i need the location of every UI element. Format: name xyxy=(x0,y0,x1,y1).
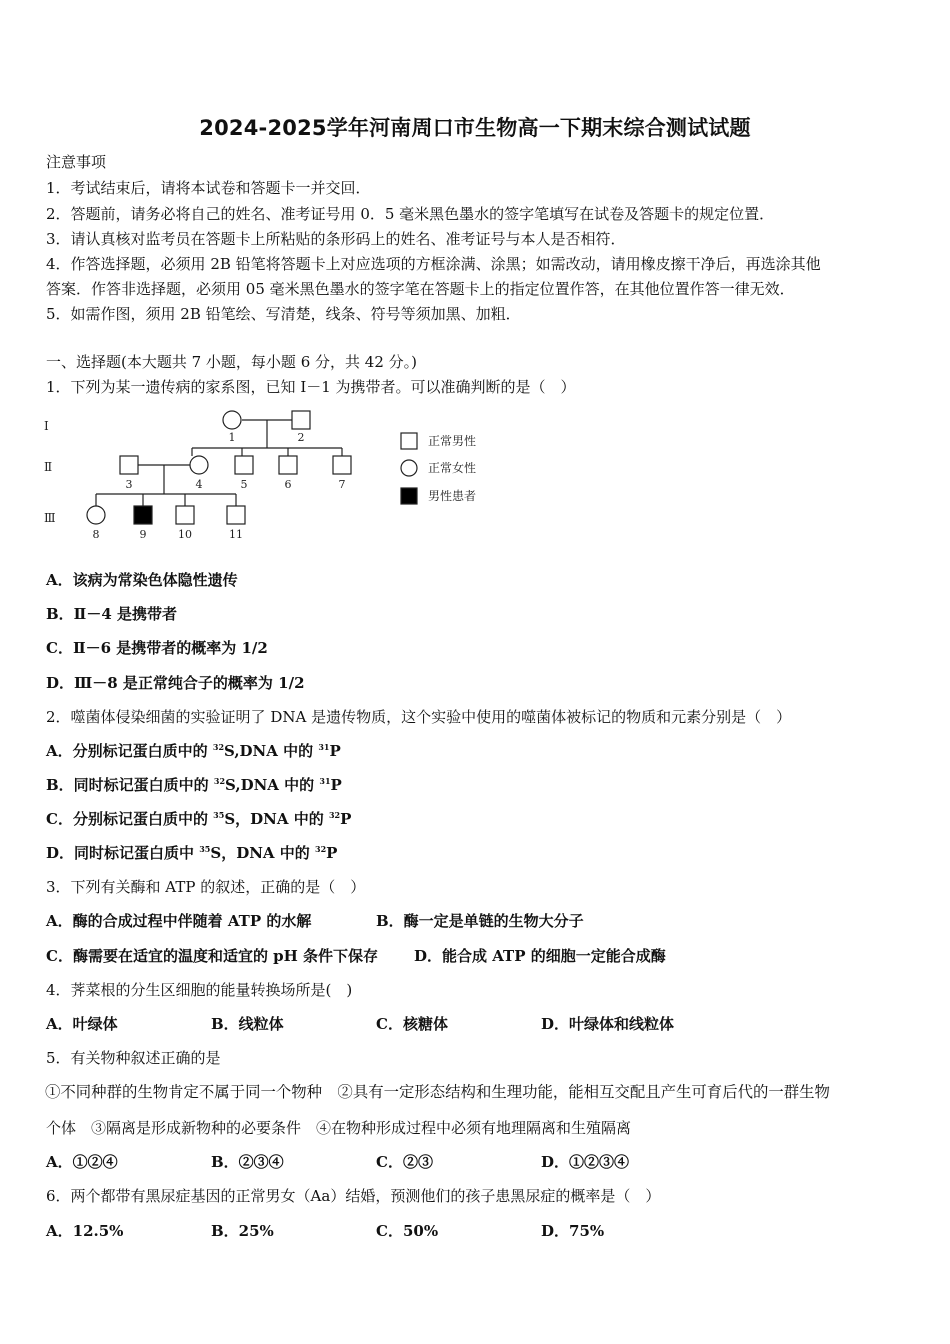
id-10: 10 xyxy=(178,528,192,541)
q1-stem: 1．下列为某一遗传病的家系图，已知 I－1 为携带者。可以准确判断的是（ ） xyxy=(46,378,576,396)
q5-statements-line1: ①不同种群的生物肯定不属于同一个物种 ②具有一定形态结构和生理功能，能相互交配且产生可育后代的一群生物 xyxy=(45,1083,830,1101)
legend-female-label: 正常女性 xyxy=(428,461,477,475)
q1-option-d: D．Ⅲ－8 是正常纯合子的概率为 1/2 xyxy=(46,674,305,692)
q3-option-d: D．能合成 ATP 的细胞一定能合成酶 xyxy=(414,947,666,965)
notes-heading: 注意事项 xyxy=(46,153,107,171)
q4-stem: 4．荠菜根的分生区细胞的能量转换场所是( ) xyxy=(46,981,353,999)
individual-I-2 xyxy=(292,411,310,429)
q4-option-d: D．叶绿体和线粒体 xyxy=(541,1015,675,1033)
individual-II-3 xyxy=(120,456,138,474)
q3-option-b: B．酶一定是单链的生物大分子 xyxy=(376,912,584,930)
q5-option-b: B．②③④ xyxy=(211,1153,284,1171)
q4-option-a: A．叶绿体 xyxy=(46,1015,118,1033)
individual-I-1 xyxy=(223,411,241,429)
section-heading: 一、选择题(本大题共 7 小题，每小题 6 分，共 42 分。) xyxy=(46,353,417,371)
individual-III-11 xyxy=(227,506,245,524)
legend-male-label: 正常男性 xyxy=(428,434,477,448)
note-item: 1．考试结束后，请将本试卷和答题卡一并交回． xyxy=(46,179,371,197)
q4-option-b: B．线粒体 xyxy=(211,1015,284,1033)
id-9: 9 xyxy=(139,528,147,541)
id-3: 3 xyxy=(125,478,133,491)
pedigree-chart xyxy=(40,402,490,544)
individual-III-9 xyxy=(134,506,152,524)
q2-option-a: A．分别标记蛋白质中的 $^{32}$S,DNA 中的 $^{31}$P xyxy=(46,742,341,760)
page-title: 2024-2025学年河南周口市生物高一下期末综合测试试题 xyxy=(199,116,751,140)
q4-option-c: C．核糖体 xyxy=(376,1015,448,1033)
q1-option-a: A．该病为常染色体隐性遗传 xyxy=(46,571,238,589)
id-1: 1 xyxy=(228,431,236,444)
q5-option-d: D．①②③④ xyxy=(541,1153,630,1171)
note-item: 4．作答选择题，必须用 2B 铅笔将答题卡上对应选项的方框涂满、涂黑；如需改动，请用橡皮擦干净后，再选涂其他 xyxy=(46,255,821,273)
q1-option-b: B．Ⅱ－4 是携带者 xyxy=(46,605,177,623)
individual-II-5 xyxy=(235,456,253,474)
legend-affected-symbol xyxy=(401,488,417,504)
q3-stem: 3．下列有关酶和 ATP 的叙述，正确的是（ ） xyxy=(46,878,366,896)
q2-option-c: C．分别标记蛋白质中的 $^{35}$S，DNA 中的 $^{32}$P xyxy=(46,810,352,828)
q2-option-b: B．同时标记蛋白质中的 $^{32}$S,DNA 中的 $^{31}$P xyxy=(46,776,342,794)
note-item: 2．答题前，请务必将自己的姓名、准考证号用 0．5 毫米黑色墨水的签字笔填写在试卷及答题卡的规定位置． xyxy=(46,205,775,223)
q6-option-b: B．25% xyxy=(211,1222,274,1240)
q1-option-c: C．Ⅱ－6 是携带者的概率为 1/2 xyxy=(46,639,268,657)
id-7: 7 xyxy=(338,478,346,491)
gen-label-I: Ⅰ xyxy=(44,419,49,433)
q5-option-a: A．①②④ xyxy=(46,1153,118,1171)
legend-affected-label: 男性患者 xyxy=(428,489,477,503)
individual-II-7 xyxy=(333,456,351,474)
q6-option-a: A．12.5% xyxy=(46,1222,124,1240)
individual-III-10 xyxy=(176,506,194,524)
legend-male-symbol xyxy=(401,433,417,449)
gen-label-III: Ⅲ xyxy=(44,511,56,525)
q5-option-c: C．②③ xyxy=(376,1153,433,1171)
id-2: 2 xyxy=(297,431,305,444)
id-4: 4 xyxy=(195,478,203,491)
q2-stem: 2．噬菌体侵染细菌的实验证明了 DNA 是遗传物质，这个实验中使用的噬菌体被标记的物质和元素分别是（ ） xyxy=(46,708,792,726)
q3-option-c: C．酶需要在适宜的温度和适宜的 pH 条件下保存 xyxy=(46,947,379,965)
id-8: 8 xyxy=(92,528,100,541)
id-6: 6 xyxy=(284,478,292,491)
id-5: 5 xyxy=(240,478,248,491)
note-item: 5．如需作图，须用 2B 铅笔绘、写清楚，线条、符号等须加黑、加粗． xyxy=(46,305,521,323)
q6-stem: 6．两个都带有黑尿症基因的正常男女（Aa）结婚，预测他们的孩子患黑尿症的概率是（ ） xyxy=(46,1187,661,1205)
individual-III-8 xyxy=(87,506,105,524)
q5-stem: 5．有关物种叙述正确的是 xyxy=(46,1049,221,1067)
q3-option-a: A．酶的合成过程中伴随着 ATP 的水解 xyxy=(46,912,312,930)
note-item: 答案．作答非选择题，必须用 05 毫米黑色墨水的签字笔在答题卡上的指定位置作答，在其他位置作答一律无效． xyxy=(46,280,795,298)
q2-option-d: D．同时标记蛋白质中 $^{35}$S，DNA 中的 $^{32}$P xyxy=(46,844,338,862)
legend-female-symbol xyxy=(401,460,417,476)
individual-II-6 xyxy=(279,456,297,474)
q5-statements-line2: 个体 ③隔离是形成新物种的必要条件 ④在物种形成过程中必须有地理隔离和生殖隔离 xyxy=(46,1119,632,1137)
individual-II-4 xyxy=(190,456,208,474)
gen-label-II: Ⅱ xyxy=(44,460,53,474)
q6-option-d: D．75% xyxy=(541,1222,605,1240)
q6-option-c: C．50% xyxy=(376,1222,439,1240)
note-item: 3．请认真核对监考员在答题卡上所粘贴的条形码上的姓名、准考证号与本人是否相符． xyxy=(46,230,626,248)
id-11: 11 xyxy=(229,528,243,541)
